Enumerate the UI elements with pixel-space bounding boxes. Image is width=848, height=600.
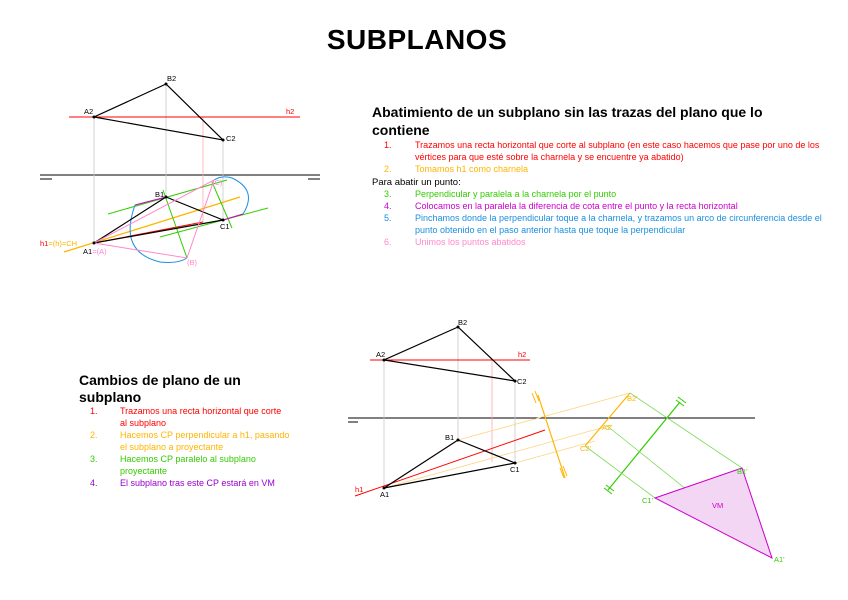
label-2-b2: B2 — [458, 318, 468, 327]
s2-step-3 — [90, 453, 290, 477]
step-number: 6. — [384, 237, 392, 247]
label-2-h2: h2 — [518, 350, 527, 359]
orange-tick-1 — [532, 393, 536, 403]
section1-steps-a — [384, 139, 824, 175]
s1-step-3 — [384, 188, 824, 200]
step-number: 4. — [384, 201, 392, 211]
step-number: 1. — [90, 406, 98, 416]
step-text: Unimos los puntos abatidos — [415, 237, 526, 247]
label-a2-prime: A2' — [602, 423, 613, 432]
step-number: 1. — [384, 140, 392, 150]
label-c2-prime: C2' — [580, 444, 592, 453]
s1-step-4 — [384, 200, 824, 212]
green-projector-c — [585, 446, 655, 498]
label-a1-rabatted: =(A) — [92, 247, 107, 256]
green-ground-line-cp2 — [608, 402, 680, 490]
label-h1-charnela: =(h)=CH — [48, 239, 78, 248]
label-2-b1: B1 — [445, 433, 455, 442]
step-number: 5. — [384, 213, 392, 223]
label-c1: C1 — [220, 222, 230, 231]
label-b-rabatted: (B) — [187, 258, 197, 267]
s1-step-5 — [384, 212, 824, 236]
step-text: Perpendicular y paralela a la charnela por el punto — [415, 189, 617, 199]
upper-diagram — [40, 74, 320, 267]
step-number: 3. — [90, 454, 98, 464]
point-2-b1 — [457, 439, 460, 442]
label-a1-name: A1 — [83, 247, 93, 256]
step-text: El subplano tras este CP estará en VM — [120, 478, 275, 488]
label-b2: B2 — [167, 74, 177, 83]
lower-diagram — [348, 318, 785, 564]
label-2-h1: h1 — [355, 485, 364, 494]
triangle-true-size — [655, 468, 772, 558]
point-b1 — [165, 196, 168, 199]
step-number: 4. — [90, 478, 98, 488]
orange-ground-line-cp1 — [538, 395, 565, 478]
label-c-rabatted: (C) — [212, 178, 223, 187]
orange-projector-b — [458, 393, 630, 440]
page-title: SUBPLANOS — [326, 24, 508, 55]
section1-middle-text: Para abatir un punto: — [372, 177, 461, 188]
step-text: Trazamos una recta horizontal que corte al subplano (en este caso hacemos que pase por uno de los vértices para que esté sobre la charnela y se encuentre ya abatido) — [415, 140, 820, 162]
s1-step-6 — [384, 236, 824, 248]
label-2-a1: A1 — [380, 490, 390, 499]
step-text: Pinchamos donde la perpendicular toque a la charnela, y trazamos un arco de circunferencia desde el punto obtenido en el paso anterior hasta que toque la perpendicular — [415, 213, 822, 235]
step-number: 2. — [90, 430, 98, 440]
step-text: Hacemos CP perpendicular a h1, pasando el subplano a proyectante — [120, 430, 290, 452]
section1-steps-b — [384, 188, 824, 248]
step-text: Tomamos h1 como charnela — [415, 164, 529, 174]
label-b2-prime: B2' — [627, 394, 638, 403]
step-text: Colocamos en la paralela la diferencia de cota entre el punto y la recta horizontal — [415, 201, 738, 211]
triangle-elevation — [94, 84, 223, 140]
label-2-c1: C1 — [510, 465, 520, 474]
section2-steps — [90, 405, 290, 489]
label-b1-prime: B1' — [737, 467, 748, 476]
step-text: Hacemos CP paralelo al subplano proyectante — [120, 454, 256, 476]
step-number: 3. — [384, 189, 392, 199]
label-h1-name: h1 — [40, 239, 49, 248]
triangle-elevation-2 — [384, 327, 515, 381]
label-vm: VM — [712, 501, 724, 510]
section2-heading: Cambios de plano de un subplano — [79, 372, 241, 405]
label-h2: h2 — [286, 107, 295, 116]
label-a2: A2 — [84, 107, 94, 116]
label-a1-prime: A1' — [774, 555, 785, 564]
triangle-rabatted — [94, 180, 214, 258]
label-a1 — [83, 247, 107, 256]
step-number: 2. — [384, 164, 392, 174]
orange-projected-subplane — [585, 393, 630, 446]
s2-step-4 — [90, 477, 290, 489]
green-parallel-c — [160, 208, 268, 237]
s2-step-1 — [90, 405, 290, 429]
label-h1 — [40, 239, 77, 248]
s1-step-2 — [384, 163, 824, 175]
point-a1 — [93, 242, 96, 245]
label-2-a2: A2 — [376, 350, 386, 359]
point-c2 — [222, 139, 225, 142]
step-text: Trazamos una recta horizontal que corte al subplano — [120, 406, 282, 428]
label-b1: B1 — [155, 190, 165, 199]
s2-step-2 — [90, 429, 290, 453]
label-c2: C2 — [226, 134, 236, 143]
label-c1-prime: C1' — [642, 496, 654, 505]
section1-heading: Abatimiento de un subplano sin las trazas del plano que lo contiene — [372, 104, 763, 138]
green-projector-b — [630, 393, 742, 468]
label-2-c2: C2 — [517, 377, 527, 386]
s1-step-1 — [384, 139, 824, 163]
